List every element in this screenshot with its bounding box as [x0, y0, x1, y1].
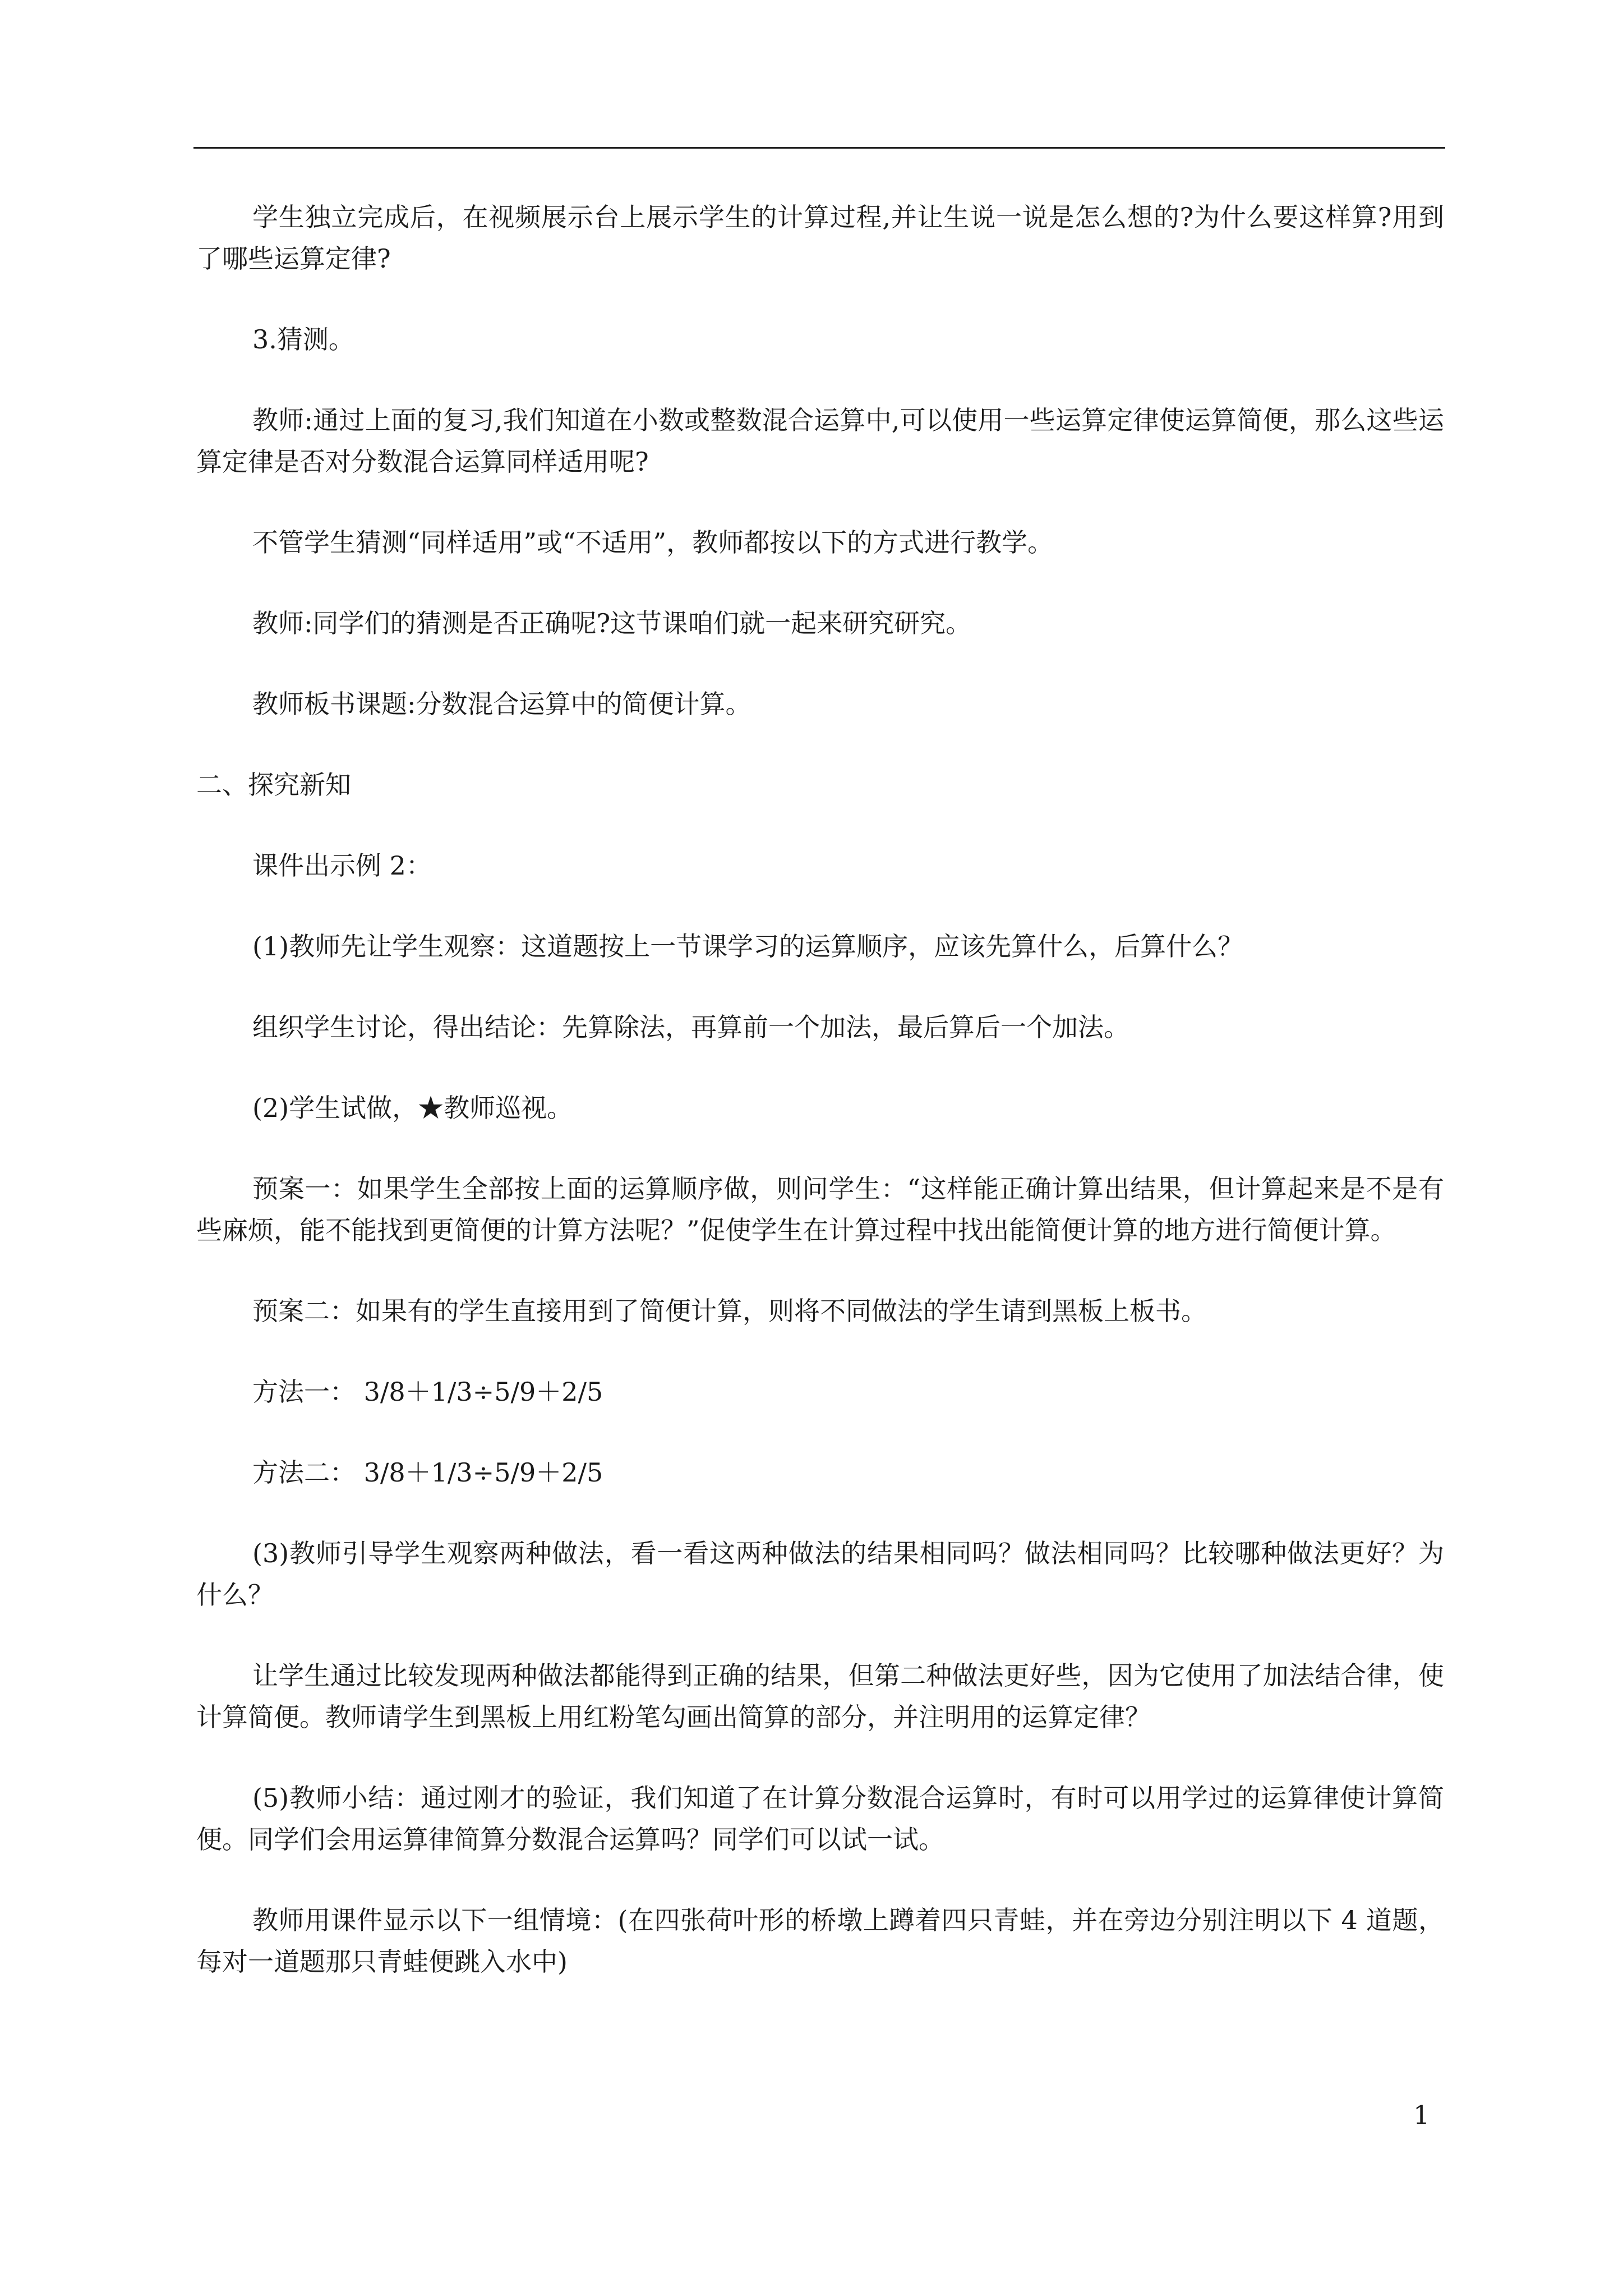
paragraph: 课件出示例 2： — [252, 850, 432, 881]
page-number: 1 — [1413, 2100, 1430, 2130]
method-two-expression: 方法二： 3/8＋1/3÷5/9＋2/5 — [252, 1457, 603, 1488]
paragraph: 教师板书课题:分数混合运算中的简便计算。 — [252, 689, 751, 719]
paragraph: (1)教师先让学生观察：这道题按上一节课学习的运算顺序，应该先算什么，后算什么？ — [252, 931, 1244, 961]
paragraph: (5)教师小结：通过刚才的验证，我们知道了在计算分数混合运算时，有时可以用学过的运算律使计算简便。同学们会用运算律简算分数混合运算吗？同学们可以试一试。 — [196, 1783, 1444, 1855]
paragraph: 组织学生讨论，得出结论：先算除法，再算前一个加法，最后算后一个加法。 — [252, 1012, 1129, 1042]
section-heading: 二、探究新知 — [196, 770, 351, 800]
paragraph: 预案一：如果学生全部按上面的运算顺序做，则问学生：“这样能正确计算出结果，但计算起来是不是有些麻烦，能不能找到更简便的计算方法呢？”促使学生在计算过程中找出能简便计算的地方进行简便计算。 — [196, 1174, 1444, 1245]
paragraph: (3)教师引导学生观察两种做法，看一看这两种做法的结果相同吗？做法相同吗？比较哪种做法更好？为什么？ — [196, 1538, 1444, 1610]
paragraph: 学生独立完成后，在视频展示台上展示学生的计算过程,并让生说一说是怎么想的?为什么要这样算?用到了哪些运算定律? — [196, 202, 1444, 274]
method-one-expression: 方法一： 3/8＋1/3÷5/9＋2/5 — [252, 1377, 603, 1407]
paragraph: 预案二：如果有的学生直接用到了简便计算，则将不同做法的学生请到黑板上板书。 — [252, 1296, 1207, 1326]
header-rule — [193, 147, 1445, 149]
document-body — [196, 196, 1444, 2022]
paragraph: 3.猜测。 — [252, 324, 354, 355]
paragraph: 教师用课件显示以下一组情境：(在四张荷叶形的桥墩上蹲着四只青蛙，并在旁边分别注明以下 4 道题，每对一道题那只青蛙便跳入水中) — [196, 1905, 1444, 1977]
paragraph: 教师:同学们的猜测是否正确呢?这节课咱们就一起来研究研究。 — [252, 608, 972, 638]
paragraph: 教师:通过上面的复习,我们知道在小数或整数混合运算中,可以使用一些运算定律使运算简便，那么这些运算定律是否对分数混合运算同样适用呢? — [196, 405, 1444, 477]
paragraph: 让学生通过比较发现两种做法都能得到正确的结果，但第二种做法更好些，因为它使用了加法结合律，使计算简便。教师请学生到黑板上用红粉笔勾画出简算的部分，并注明用的运算定律？ — [196, 1660, 1444, 1732]
paragraph: 不管学生猜测“同样适用”或“不适用”，教师都按以下的方式进行教学。 — [252, 527, 1054, 558]
paragraph: (2)学生试做，★教师巡视。 — [252, 1093, 573, 1123]
